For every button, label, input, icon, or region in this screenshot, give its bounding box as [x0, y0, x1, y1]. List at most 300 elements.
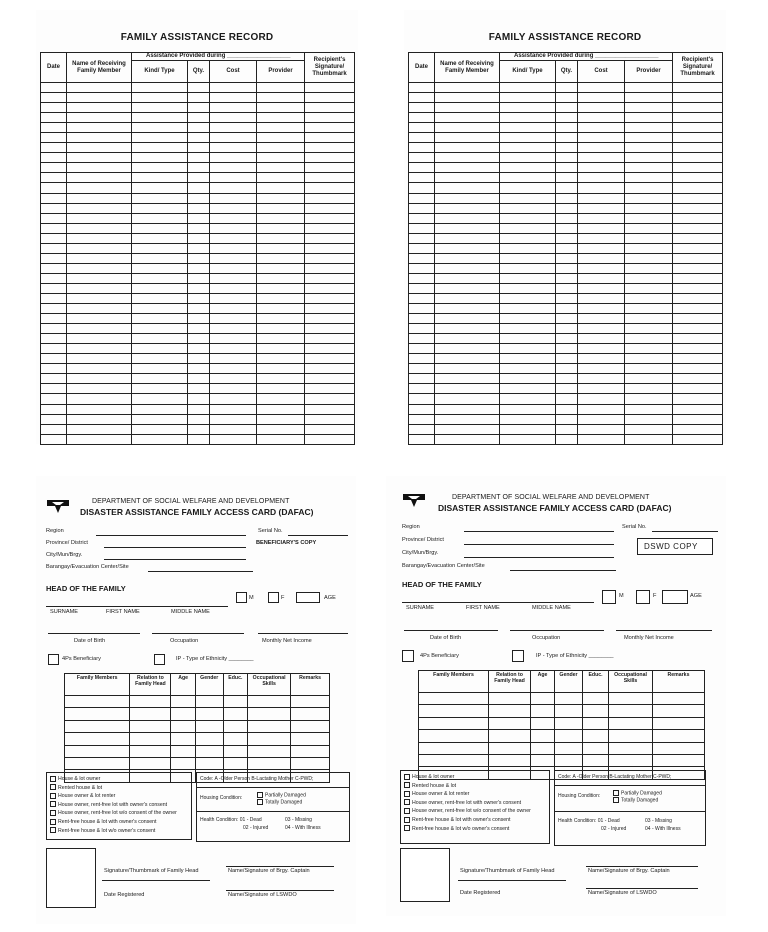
record-cell[interactable]: [673, 273, 723, 283]
record-cell[interactable]: [409, 273, 435, 283]
family-member-cell[interactable]: [130, 757, 171, 769]
record-cell[interactable]: [257, 193, 305, 203]
record-cell[interactable]: [435, 133, 500, 143]
record-cell[interactable]: [500, 113, 556, 123]
record-cell[interactable]: [625, 314, 673, 324]
ownership-checkbox[interactable]: [404, 808, 410, 814]
family-member-cell[interactable]: [195, 708, 223, 720]
record-cell[interactable]: [257, 93, 305, 103]
record-cell[interactable]: [625, 334, 673, 344]
record-cell[interactable]: [257, 344, 305, 354]
record-cell[interactable]: [257, 133, 305, 143]
ownership-checkbox[interactable]: [50, 776, 56, 782]
record-cell[interactable]: [210, 384, 257, 394]
record-cell[interactable]: [625, 133, 673, 143]
male-checkbox[interactable]: [602, 590, 616, 604]
record-cell[interactable]: [578, 263, 625, 273]
record-cell[interactable]: [500, 213, 556, 223]
record-cell[interactable]: [673, 163, 723, 173]
record-cell[interactable]: [67, 83, 132, 93]
record-cell[interactable]: [556, 93, 578, 103]
record-cell[interactable]: [625, 384, 673, 394]
record-cell[interactable]: [673, 394, 723, 404]
record-cell[interactable]: [578, 404, 625, 414]
record-cell[interactable]: [305, 103, 355, 113]
record-cell[interactable]: [625, 364, 673, 374]
family-member-cell[interactable]: [195, 696, 223, 708]
record-cell[interactable]: [257, 394, 305, 404]
record-cell[interactable]: [578, 133, 625, 143]
record-cell[interactable]: [305, 213, 355, 223]
record-cell[interactable]: [188, 103, 210, 113]
record-cell[interactable]: [41, 143, 67, 153]
record-cell[interactable]: [625, 103, 673, 113]
record-cell[interactable]: [67, 153, 132, 163]
record-cell[interactable]: [578, 354, 625, 364]
record-cell[interactable]: [673, 173, 723, 183]
record-cell[interactable]: [578, 163, 625, 173]
record-cell[interactable]: [188, 213, 210, 223]
ownership-checkbox[interactable]: [404, 799, 410, 805]
record-cell[interactable]: [409, 153, 435, 163]
record-cell[interactable]: [435, 193, 500, 203]
record-cell[interactable]: [556, 394, 578, 404]
record-cell[interactable]: [625, 304, 673, 314]
record-cell[interactable]: [409, 233, 435, 243]
record-cell[interactable]: [132, 404, 188, 414]
family-member-cell[interactable]: [171, 720, 196, 732]
record-cell[interactable]: [257, 113, 305, 123]
record-cell[interactable]: [257, 374, 305, 384]
record-cell[interactable]: [188, 293, 210, 303]
record-cell[interactable]: [673, 283, 723, 293]
family-member-cell[interactable]: [653, 693, 705, 705]
record-cell[interactable]: [625, 233, 673, 243]
record-cell[interactable]: [132, 374, 188, 384]
record-cell[interactable]: [673, 434, 723, 444]
record-cell[interactable]: [210, 364, 257, 374]
family-member-cell[interactable]: [531, 693, 555, 705]
record-cell[interactable]: [67, 113, 132, 123]
record-cell[interactable]: [673, 143, 723, 153]
record-cell[interactable]: [210, 434, 257, 444]
record-cell[interactable]: [305, 93, 355, 103]
record-cell[interactable]: [435, 253, 500, 263]
family-member-cell[interactable]: [609, 717, 653, 729]
record-cell[interactable]: [188, 263, 210, 273]
record-cell[interactable]: [409, 133, 435, 143]
record-cell[interactable]: [500, 283, 556, 293]
record-cell[interactable]: [500, 93, 556, 103]
record-cell[interactable]: [409, 434, 435, 444]
record-cell[interactable]: [188, 304, 210, 314]
record-cell[interactable]: [41, 394, 67, 404]
record-cell[interactable]: [673, 364, 723, 374]
record-cell[interactable]: [132, 123, 188, 133]
record-cell[interactable]: [41, 354, 67, 364]
record-cell[interactable]: [41, 334, 67, 344]
record-cell[interactable]: [500, 314, 556, 324]
record-cell[interactable]: [41, 344, 67, 354]
record-cell[interactable]: [188, 93, 210, 103]
record-cell[interactable]: [500, 354, 556, 364]
family-member-cell[interactable]: [291, 757, 330, 769]
record-cell[interactable]: [578, 223, 625, 233]
record-cell[interactable]: [188, 324, 210, 334]
record-cell[interactable]: [578, 123, 625, 133]
record-cell[interactable]: [41, 193, 67, 203]
record-cell[interactable]: [409, 203, 435, 213]
totally-damaged-checkbox[interactable]: [257, 799, 263, 805]
family-member-cell[interactable]: [609, 754, 653, 766]
record-cell[interactable]: [500, 263, 556, 273]
family-member-cell[interactable]: [419, 717, 489, 729]
record-cell[interactable]: [132, 394, 188, 404]
family-member-cell[interactable]: [609, 742, 653, 754]
record-cell[interactable]: [132, 253, 188, 263]
record-cell[interactable]: [625, 434, 673, 444]
record-cell[interactable]: [132, 324, 188, 334]
family-member-cell[interactable]: [223, 757, 248, 769]
record-cell[interactable]: [67, 314, 132, 324]
record-cell[interactable]: [500, 253, 556, 263]
record-cell[interactable]: [556, 414, 578, 424]
family-member-cell[interactable]: [130, 720, 171, 732]
family-member-cell[interactable]: [609, 730, 653, 742]
record-cell[interactable]: [132, 263, 188, 273]
record-cell[interactable]: [409, 113, 435, 123]
record-cell[interactable]: [500, 434, 556, 444]
record-cell[interactable]: [673, 233, 723, 243]
record-cell[interactable]: [305, 273, 355, 283]
record-cell[interactable]: [435, 364, 500, 374]
record-cell[interactable]: [188, 183, 210, 193]
record-cell[interactable]: [409, 173, 435, 183]
record-cell[interactable]: [578, 273, 625, 283]
family-member-cell[interactable]: [195, 733, 223, 745]
record-cell[interactable]: [673, 123, 723, 133]
record-cell[interactable]: [257, 253, 305, 263]
record-cell[interactable]: [305, 394, 355, 404]
record-cell[interactable]: [305, 334, 355, 344]
record-cell[interactable]: [257, 123, 305, 133]
record-cell[interactable]: [305, 414, 355, 424]
record-cell[interactable]: [41, 424, 67, 434]
record-cell[interactable]: [132, 384, 188, 394]
record-cell[interactable]: [673, 293, 723, 303]
record-cell[interactable]: [556, 123, 578, 133]
family-member-cell[interactable]: [419, 754, 489, 766]
record-cell[interactable]: [435, 374, 500, 384]
record-cell[interactable]: [500, 364, 556, 374]
record-cell[interactable]: [41, 374, 67, 384]
family-member-cell[interactable]: [583, 717, 609, 729]
record-cell[interactable]: [41, 253, 67, 263]
record-cell[interactable]: [625, 113, 673, 123]
record-cell[interactable]: [305, 283, 355, 293]
record-cell[interactable]: [67, 223, 132, 233]
record-cell[interactable]: [41, 283, 67, 293]
record-cell[interactable]: [67, 354, 132, 364]
record-cell[interactable]: [257, 434, 305, 444]
partially-damaged-checkbox[interactable]: [257, 792, 263, 798]
record-cell[interactable]: [625, 374, 673, 384]
record-cell[interactable]: [132, 293, 188, 303]
record-cell[interactable]: [67, 103, 132, 113]
record-cell[interactable]: [500, 173, 556, 183]
record-cell[interactable]: [210, 143, 257, 153]
record-cell[interactable]: [673, 93, 723, 103]
record-cell[interactable]: [41, 123, 67, 133]
family-member-cell[interactable]: [583, 705, 609, 717]
record-cell[interactable]: [188, 203, 210, 213]
record-cell[interactable]: [409, 283, 435, 293]
record-cell[interactable]: [556, 364, 578, 374]
record-cell[interactable]: [305, 304, 355, 314]
record-cell[interactable]: [556, 103, 578, 113]
ip-checkbox[interactable]: [512, 650, 524, 662]
record-cell[interactable]: [578, 334, 625, 344]
record-cell[interactable]: [435, 173, 500, 183]
record-cell[interactable]: [67, 283, 132, 293]
partially-damaged-checkbox[interactable]: [613, 790, 619, 796]
record-cell[interactable]: [625, 273, 673, 283]
male-checkbox[interactable]: [236, 592, 247, 603]
ownership-checkbox[interactable]: [404, 791, 410, 797]
record-cell[interactable]: [210, 344, 257, 354]
record-cell[interactable]: [210, 183, 257, 193]
record-cell[interactable]: [500, 133, 556, 143]
record-cell[interactable]: [409, 404, 435, 414]
record-cell[interactable]: [673, 324, 723, 334]
record-cell[interactable]: [305, 113, 355, 123]
record-cell[interactable]: [188, 143, 210, 153]
record-cell[interactable]: [556, 434, 578, 444]
record-cell[interactable]: [132, 314, 188, 324]
record-cell[interactable]: [210, 414, 257, 424]
record-cell[interactable]: [210, 153, 257, 163]
record-cell[interactable]: [67, 293, 132, 303]
record-cell[interactable]: [500, 273, 556, 283]
record-cell[interactable]: [556, 153, 578, 163]
family-member-cell[interactable]: [555, 754, 583, 766]
record-cell[interactable]: [578, 414, 625, 424]
record-cell[interactable]: [625, 414, 673, 424]
record-cell[interactable]: [210, 354, 257, 364]
record-cell[interactable]: [556, 233, 578, 243]
record-cell[interactable]: [132, 163, 188, 173]
record-cell[interactable]: [305, 183, 355, 193]
record-cell[interactable]: [305, 203, 355, 213]
record-cell[interactable]: [132, 83, 188, 93]
record-cell[interactable]: [132, 414, 188, 424]
record-cell[interactable]: [435, 424, 500, 434]
family-member-cell[interactable]: [653, 717, 705, 729]
record-cell[interactable]: [257, 273, 305, 283]
record-cell[interactable]: [625, 93, 673, 103]
female-checkbox[interactable]: [268, 592, 279, 603]
record-cell[interactable]: [305, 173, 355, 183]
family-member-cell[interactable]: [291, 733, 330, 745]
record-cell[interactable]: [210, 283, 257, 293]
record-cell[interactable]: [435, 293, 500, 303]
record-cell[interactable]: [409, 414, 435, 424]
record-cell[interactable]: [556, 344, 578, 354]
record-cell[interactable]: [625, 424, 673, 434]
family-member-cell[interactable]: [171, 696, 196, 708]
record-cell[interactable]: [435, 213, 500, 223]
record-cell[interactable]: [132, 93, 188, 103]
record-cell[interactable]: [305, 324, 355, 334]
record-cell[interactable]: [210, 233, 257, 243]
record-cell[interactable]: [409, 243, 435, 253]
record-cell[interactable]: [67, 394, 132, 404]
record-cell[interactable]: [673, 83, 723, 93]
record-cell[interactable]: [435, 233, 500, 243]
record-cell[interactable]: [132, 223, 188, 233]
record-cell[interactable]: [41, 304, 67, 314]
record-cell[interactable]: [210, 203, 257, 213]
record-cell[interactable]: [257, 334, 305, 344]
record-cell[interactable]: [578, 344, 625, 354]
record-cell[interactable]: [305, 424, 355, 434]
record-cell[interactable]: [578, 233, 625, 243]
record-cell[interactable]: [67, 364, 132, 374]
record-cell[interactable]: [578, 143, 625, 153]
record-cell[interactable]: [435, 113, 500, 123]
family-member-cell[interactable]: [291, 720, 330, 732]
record-cell[interactable]: [435, 263, 500, 273]
record-cell[interactable]: [41, 183, 67, 193]
record-cell[interactable]: [188, 253, 210, 263]
record-cell[interactable]: [188, 113, 210, 123]
record-cell[interactable]: [578, 394, 625, 404]
record-cell[interactable]: [435, 394, 500, 404]
record-cell[interactable]: [67, 344, 132, 354]
record-cell[interactable]: [305, 404, 355, 414]
record-cell[interactable]: [556, 113, 578, 123]
record-cell[interactable]: [578, 243, 625, 253]
family-member-cell[interactable]: [489, 717, 531, 729]
record-cell[interactable]: [556, 354, 578, 364]
record-cell[interactable]: [625, 123, 673, 133]
record-cell[interactable]: [257, 384, 305, 394]
record-cell[interactable]: [435, 344, 500, 354]
record-cell[interactable]: [188, 133, 210, 143]
record-cell[interactable]: [435, 304, 500, 314]
record-cell[interactable]: [409, 374, 435, 384]
record-cell[interactable]: [210, 334, 257, 344]
family-member-cell[interactable]: [489, 693, 531, 705]
record-cell[interactable]: [578, 293, 625, 303]
ownership-checkbox[interactable]: [50, 801, 56, 807]
record-cell[interactable]: [500, 143, 556, 153]
record-cell[interactable]: [41, 83, 67, 93]
record-cell[interactable]: [305, 314, 355, 324]
record-cell[interactable]: [556, 213, 578, 223]
ownership-checkbox[interactable]: [50, 784, 56, 790]
record-cell[interactable]: [409, 304, 435, 314]
family-member-cell[interactable]: [195, 745, 223, 757]
record-cell[interactable]: [578, 364, 625, 374]
record-cell[interactable]: [67, 163, 132, 173]
record-cell[interactable]: [500, 424, 556, 434]
family-member-cell[interactable]: [489, 754, 531, 766]
record-cell[interactable]: [435, 354, 500, 364]
record-cell[interactable]: [409, 213, 435, 223]
family-member-cell[interactable]: [419, 705, 489, 717]
record-cell[interactable]: [435, 324, 500, 334]
record-cell[interactable]: [409, 424, 435, 434]
record-cell[interactable]: [132, 203, 188, 213]
record-cell[interactable]: [578, 213, 625, 223]
record-cell[interactable]: [188, 354, 210, 364]
record-cell[interactable]: [188, 404, 210, 414]
record-cell[interactable]: [67, 384, 132, 394]
family-member-cell[interactable]: [65, 757, 130, 769]
record-cell[interactable]: [409, 354, 435, 364]
record-cell[interactable]: [41, 364, 67, 374]
record-cell[interactable]: [578, 434, 625, 444]
record-cell[interactable]: [257, 153, 305, 163]
record-cell[interactable]: [257, 163, 305, 173]
record-cell[interactable]: [673, 384, 723, 394]
record-cell[interactable]: [210, 123, 257, 133]
record-cell[interactable]: [625, 404, 673, 414]
record-cell[interactable]: [257, 143, 305, 153]
record-cell[interactable]: [210, 424, 257, 434]
record-cell[interactable]: [257, 203, 305, 213]
record-cell[interactable]: [500, 103, 556, 113]
record-cell[interactable]: [556, 133, 578, 143]
record-cell[interactable]: [188, 223, 210, 233]
record-cell[interactable]: [305, 143, 355, 153]
record-cell[interactable]: [500, 293, 556, 303]
record-cell[interactable]: [435, 314, 500, 324]
family-member-cell[interactable]: [489, 742, 531, 754]
record-cell[interactable]: [625, 283, 673, 293]
record-cell[interactable]: [305, 233, 355, 243]
record-cell[interactable]: [188, 364, 210, 374]
record-cell[interactable]: [210, 193, 257, 203]
record-cell[interactable]: [435, 153, 500, 163]
4ps-checkbox[interactable]: [48, 654, 59, 665]
family-member-cell[interactable]: [291, 708, 330, 720]
record-cell[interactable]: [578, 304, 625, 314]
family-member-cell[interactable]: [555, 693, 583, 705]
record-cell[interactable]: [500, 183, 556, 193]
record-cell[interactable]: [500, 153, 556, 163]
record-cell[interactable]: [41, 434, 67, 444]
record-cell[interactable]: [305, 344, 355, 354]
record-cell[interactable]: [673, 263, 723, 273]
record-cell[interactable]: [500, 223, 556, 233]
record-cell[interactable]: [210, 173, 257, 183]
record-cell[interactable]: [305, 364, 355, 374]
record-cell[interactable]: [556, 253, 578, 263]
record-cell[interactable]: [257, 304, 305, 314]
family-member-cell[interactable]: [248, 745, 291, 757]
record-cell[interactable]: [67, 263, 132, 273]
record-cell[interactable]: [625, 354, 673, 364]
record-cell[interactable]: [435, 103, 500, 113]
family-member-cell[interactable]: [609, 705, 653, 717]
record-cell[interactable]: [210, 273, 257, 283]
ip-checkbox[interactable]: [154, 654, 165, 665]
record-cell[interactable]: [132, 354, 188, 364]
record-cell[interactable]: [67, 253, 132, 263]
record-cell[interactable]: [409, 334, 435, 344]
